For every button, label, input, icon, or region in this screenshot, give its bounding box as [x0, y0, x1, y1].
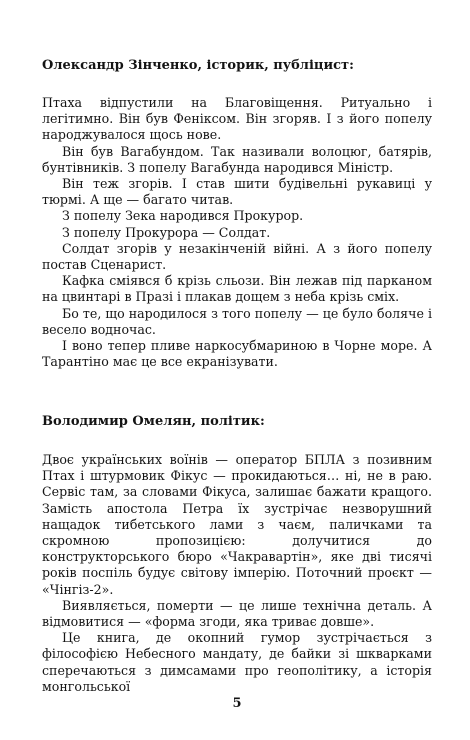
paragraph: З попелу Зека народився Прокурор.	[62, 208, 304, 224]
paragraph: Він теж згорів. І став шити будівельні рукавиці у тюрмі. А ще — багато читав.	[42, 176, 432, 208]
section-title-zinchenko: Олександр Зінченко, історик, публіцист:	[42, 58, 354, 73]
paragraph: Це книга, де окопний гумор зустрічається з філософією Небесного мандату, де байки зі шкварками сперечаються з димсамами про геополітику, а історія монгольської	[42, 630, 432, 694]
section-title-omelian: Володимир Омелян, політик:	[42, 414, 265, 429]
book-page	[42, 0, 432, 740]
section-text-zinchenko	[42, 95, 432, 370]
paragraph: Виявляється, померти — це лише технічна деталь. А відмовитися — «форма згоди, яка триває довше».	[42, 597, 432, 630]
paragraph: З попелу Прокурора — Солдат.	[62, 224, 271, 240]
paragraph: Птаха відпустили на Благовіщення. Ритуально і легітимно. Він був Феніксом. Він згоряв. І з його попелу народжувалося щось нове.	[42, 95, 432, 143]
paragraph: Кафка сміявся б крізь сльози. Він лежав під парканом на цвинтарі в Празі і плакав дощем з неба крізь сміх.	[42, 273, 432, 305]
paragraph: Бо те, що народилося з того попелу — це було боляче і весело водночас.	[42, 305, 432, 337]
page-number: 5	[232, 696, 242, 711]
paragraph: І воно тепер пливе наркосубмариною в Чорне море. А Тарантіно має це все екранізувати.	[42, 338, 432, 370]
paragraph: Двоє українських воїнів — оператор БПЛА з позивним Птах і штурмовик Фікус — прокидаються… ні, не в раю. Сервіс там, за словами Фікуса, залишає бажати кращого. Замість апостола Петра їх зустрічає незворушний нащадок тибетського лами з чаєм, паличками та скромною пропозицією: долучитися до конструкторського бюро «Чакравартін», яке дві тисячі років поспіль будує світову імперію. Поточний проєкт — «Чінгіз-2».	[42, 452, 432, 597]
paragraph: Солдат згорів у незакінченій війні. А з його попелу постав Сценарист.	[42, 240, 432, 273]
section-text-omelian	[42, 452, 432, 695]
paragraph: Він був Вагабундом. Так називали волоцюг, батярів, бунтівників. З попелу Вагабунда народився Міністр.	[42, 143, 432, 175]
